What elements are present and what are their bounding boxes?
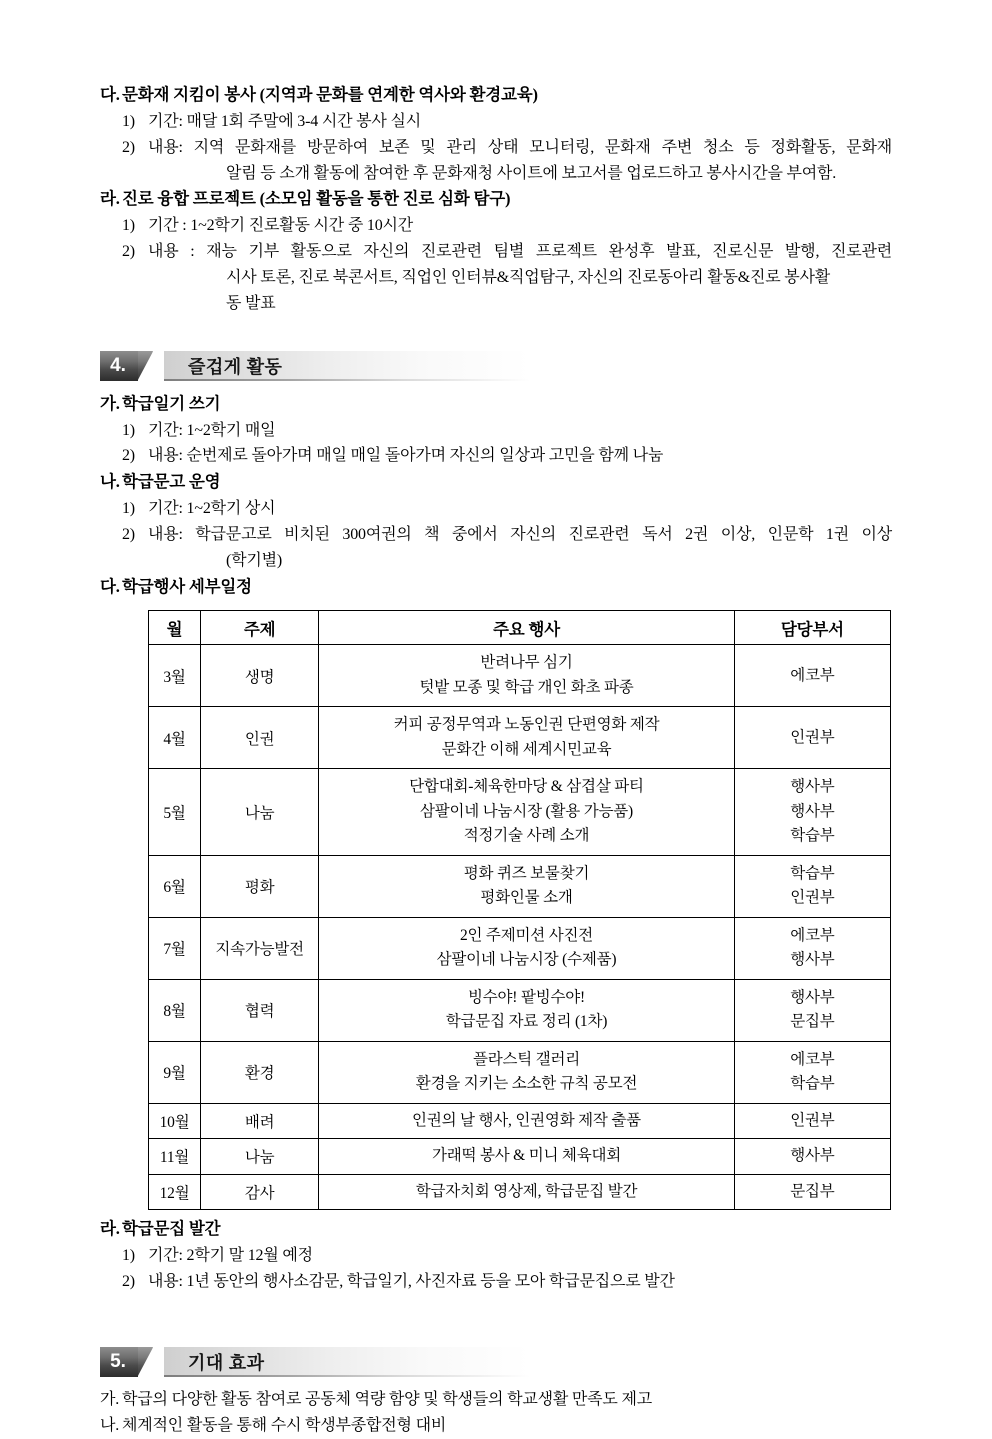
- dept-line: 행사부: [790, 951, 835, 969]
- list-heading-text: 학급일기 쓰기: [122, 393, 221, 413]
- section-number-badge: 4.: [100, 351, 138, 381]
- list-item-sub: [122, 522, 892, 574]
- dept-line: 학습부: [790, 864, 835, 882]
- table-row: [149, 1041, 891, 1103]
- cell-events: [319, 769, 735, 855]
- cell-topic: 평화: [201, 855, 319, 917]
- list-marker: 다.: [100, 576, 120, 596]
- cell-topic: 협력: [201, 979, 319, 1041]
- list-item-heading: [100, 469, 892, 496]
- sub-marker: 2): [122, 138, 135, 156]
- list-item-sub: [122, 213, 892, 239]
- event-line: 문화간 이해 세계시민교육: [441, 740, 612, 758]
- sub-marker: 1): [122, 217, 135, 235]
- cell-dept: [734, 1041, 890, 1103]
- sub-text: 내용: 1년 동안의 행사소감문, 학급일기, 사진자료 등을 모아 학급문집으로 발간: [148, 1272, 675, 1290]
- sub-text-line: 내용 : 재능 기부 활동으로 자신의 진로관련 팀별 프로젝트 완성후 발표, 진로신문 발행, 진로관련: [148, 243, 892, 261]
- sub-marker: 2): [122, 447, 135, 465]
- table-row: [149, 1103, 891, 1138]
- list-item-heading: [100, 186, 892, 213]
- cell-month: 4월: [149, 707, 201, 769]
- list-item-heading: [100, 574, 892, 601]
- cell-month: 7월: [149, 917, 201, 979]
- event-line: 학급문집 자료 정리 (1차): [445, 1013, 608, 1031]
- list-heading-text: 학급행사 세부일정: [122, 576, 252, 596]
- sub-text-line: 내용: 지역 문화재를 방문하여 보존 및 관리 상태 모니터링, 문화재 주변 청소 등 정화활동, 문화재: [148, 138, 892, 156]
- cell-dept: [734, 645, 890, 707]
- dept-line: 에코부: [790, 1050, 835, 1068]
- table-row: [149, 1139, 891, 1174]
- event-line: 인권의 날 행사, 인권영화 제작 출품: [412, 1111, 641, 1129]
- cell-dept: [734, 979, 890, 1041]
- event-line: 반려나무 심기: [480, 654, 573, 672]
- event-line: 적정기술 사례 소개: [463, 827, 590, 845]
- sub-text-line: 알림 등 소개 활동에 참여한 후 문화재청 사이트에 보고서를 업로드하고 봉사시간을 부여함.: [226, 164, 837, 182]
- dept-line: 문집부: [790, 1013, 835, 1031]
- sub-text-line: 동 발표: [226, 294, 276, 312]
- cell-month: 3월: [149, 645, 201, 707]
- section-title-bar: [164, 1347, 530, 1377]
- table-row: [149, 645, 891, 707]
- table-row: [149, 707, 891, 769]
- section-title-bar: [164, 351, 530, 381]
- section-slash-decoration: [138, 351, 164, 381]
- event-line: 단합대회-체육한마당 & 삼겹살 파티: [409, 778, 644, 796]
- sub-text-line: 시사 토론, 진로 북콘서트, 직업인 인터뷰&직업탐구, 자신의 진로동아리 활동&진로 봉사활: [226, 268, 831, 286]
- cell-dept: [734, 769, 890, 855]
- list-marker: 라.: [100, 1219, 120, 1239]
- list-item-sub: [122, 443, 892, 469]
- cell-events: [319, 917, 735, 979]
- table-header-row: [149, 611, 891, 645]
- table-row: [149, 917, 891, 979]
- list-item-sub: [122, 109, 892, 135]
- section-header-4: [100, 351, 530, 381]
- event-line: 빙수야! 팥빙수야!: [467, 988, 585, 1006]
- list-heading-text: 문화재 지킴이 봉사 (지역과 문화를 연계한 역사와 환경교육): [122, 85, 538, 104]
- list-marker: 가.: [100, 1390, 120, 1408]
- cell-month: 9월: [149, 1041, 201, 1103]
- list-marker: 다.: [100, 85, 120, 104]
- list-marker: 라.: [100, 189, 120, 209]
- sub-text: 기간 : 1~2학기 진로활동 시간 중 10시간: [148, 217, 414, 235]
- cell-dept: [734, 707, 890, 769]
- cell-topic: 환경: [201, 1041, 319, 1103]
- cell-topic: 나눔: [201, 1139, 319, 1174]
- schedule-table: [148, 610, 891, 1210]
- sub-marker: 2): [122, 243, 135, 261]
- event-line: 평화인물 소개: [480, 889, 573, 907]
- list-item-sub: [122, 135, 892, 187]
- sub-marker: 1): [122, 500, 135, 518]
- sub-marker: 2): [122, 1272, 135, 1290]
- section-header-5: [100, 1347, 530, 1377]
- event-line: 삼팔이네 나눔시장 (수제품): [436, 951, 617, 969]
- section-title: 즐겁게 활동: [188, 356, 283, 377]
- cell-topic: 지속가능발전: [201, 917, 319, 979]
- table-row: [149, 769, 891, 855]
- cell-events: [319, 855, 735, 917]
- dept-line: 행사부: [790, 988, 835, 1006]
- dept-line: 행사부: [790, 778, 835, 796]
- event-line: 삼팔이네 나눔시장 (활용 가능품): [419, 802, 633, 820]
- section-title: 기대 효과: [188, 1352, 265, 1373]
- cell-events: [319, 645, 735, 707]
- cell-month: 6월: [149, 855, 201, 917]
- cell-month: 11월: [149, 1139, 201, 1174]
- cell-month: 10월: [149, 1103, 201, 1138]
- cell-dept: [734, 1103, 890, 1138]
- sub-text: 기간: 2학기 말 12월 예정: [148, 1246, 313, 1264]
- sub-marker: 1): [122, 112, 135, 130]
- sub-text: 내용: 순번제로 돌아가며 매일 매일 돌아가며 자신의 일상과 고민을 함께 나눔: [148, 447, 664, 465]
- schedule-table-wrapper: [148, 610, 892, 1210]
- event-line: 2인 주제미션 사진전: [459, 926, 594, 944]
- cell-dept: [734, 1174, 890, 1209]
- sub-marker: 2): [122, 525, 135, 543]
- list-text: 체계적인 활동을 통해 수시 학생부종합전형 대비: [122, 1416, 447, 1434]
- event-line: 평화 퀴즈 보물찾기: [463, 864, 590, 882]
- table-body: [149, 645, 891, 1210]
- list-item-heading: [100, 82, 892, 109]
- table-row: [149, 855, 891, 917]
- dept-line: 행사부: [790, 802, 835, 820]
- cell-month: 12월: [149, 1174, 201, 1209]
- sub-marker: 1): [122, 1246, 135, 1264]
- top-continued-section: [100, 82, 892, 317]
- sub-text: 기간: 1~2학기 매일: [148, 421, 276, 439]
- table-row: [149, 1174, 891, 1209]
- list-item-sub: [122, 1243, 892, 1269]
- cell-topic: 인권: [201, 707, 319, 769]
- cell-month: 8월: [149, 979, 201, 1041]
- list-item-sub: [122, 239, 892, 317]
- dept-line: 학습부: [790, 1075, 835, 1093]
- cell-topic: 생명: [201, 645, 319, 707]
- section-slash-decoration: [138, 1347, 164, 1377]
- list-item-plain: [100, 1413, 892, 1439]
- sub-text-line: (학기별): [226, 551, 283, 569]
- list-heading-text: 진로 융합 프로젝트 (소모임 활동을 통한 진로 심화 탐구): [122, 189, 511, 209]
- dept-line: 인권부: [790, 889, 835, 907]
- list-text: 학급의 다양한 활동 참여로 공동체 역량 함양 및 학생들의 학교생활 만족도 제고: [122, 1390, 652, 1408]
- dept-line: 에코부: [790, 666, 835, 684]
- dept-line: 문집부: [790, 1182, 835, 1200]
- list-item-heading: [100, 1216, 892, 1243]
- event-line: 플라스틱 갤러리: [472, 1050, 581, 1068]
- event-line: 텃밭 모종 및 학급 개인 화초 파종: [419, 678, 634, 696]
- cell-month: 5월: [149, 769, 201, 855]
- cell-events: [319, 707, 735, 769]
- list-marker: 가.: [100, 393, 120, 413]
- event-line: 환경을 지키는 소소한 규칙 공모전: [415, 1075, 638, 1093]
- dept-line: 행사부: [790, 1147, 835, 1165]
- column-header-dept: 담당부서: [734, 611, 890, 645]
- cell-topic: 감사: [201, 1174, 319, 1209]
- cell-events: [319, 1174, 735, 1209]
- list-item-sub: [122, 1269, 892, 1295]
- cell-dept: [734, 855, 890, 917]
- event-line: 가래떡 봉사 & 미니 체육대회: [431, 1147, 622, 1165]
- list-item-sub: [122, 496, 892, 522]
- dept-line: 학습부: [790, 827, 835, 845]
- cell-topic: 나눔: [201, 769, 319, 855]
- list-item-plain: [100, 1387, 892, 1413]
- dept-line: 에코부: [790, 926, 835, 944]
- sub-text: 기간: 매달 1회 주말에 3-4 시간 봉사 실시: [148, 112, 421, 130]
- cell-dept: [734, 917, 890, 979]
- event-line: 커피 공정무역과 노동인권 단편영화 제작: [393, 716, 660, 734]
- event-line: 학급자치회 영상제, 학급문집 발간: [415, 1182, 638, 1200]
- list-heading-text: 학급문집 발간: [122, 1219, 221, 1239]
- sub-text: 기간: 1~2학기 상시: [148, 500, 276, 518]
- cell-topic: 배려: [201, 1103, 319, 1138]
- list-item-heading: [100, 391, 892, 418]
- column-header-topic: 주제: [201, 611, 319, 645]
- list-marker: 나.: [100, 472, 120, 492]
- list-marker: 나.: [100, 1416, 120, 1434]
- cell-events: [319, 1041, 735, 1103]
- column-header-month: 월: [149, 611, 201, 645]
- list-heading-text: 학급문고 운영: [122, 472, 221, 492]
- cell-events: [319, 1139, 735, 1174]
- table-row: [149, 979, 891, 1041]
- column-header-events: 주요 행사: [319, 611, 735, 645]
- list-item-sub: [122, 418, 892, 444]
- sub-marker: 1): [122, 421, 135, 439]
- dept-line: 인권부: [790, 1111, 835, 1129]
- dept-line: 인권부: [790, 728, 835, 746]
- cell-dept: [734, 1139, 890, 1174]
- cell-events: [319, 1103, 735, 1138]
- sub-text-line: 내용: 학급문고로 비치된 300여권의 책 중에서 자신의 진로관련 독서 2권 이상, 인문학 1권 이상: [148, 525, 893, 543]
- cell-events: [319, 979, 735, 1041]
- section-number-badge: 5.: [100, 1347, 138, 1377]
